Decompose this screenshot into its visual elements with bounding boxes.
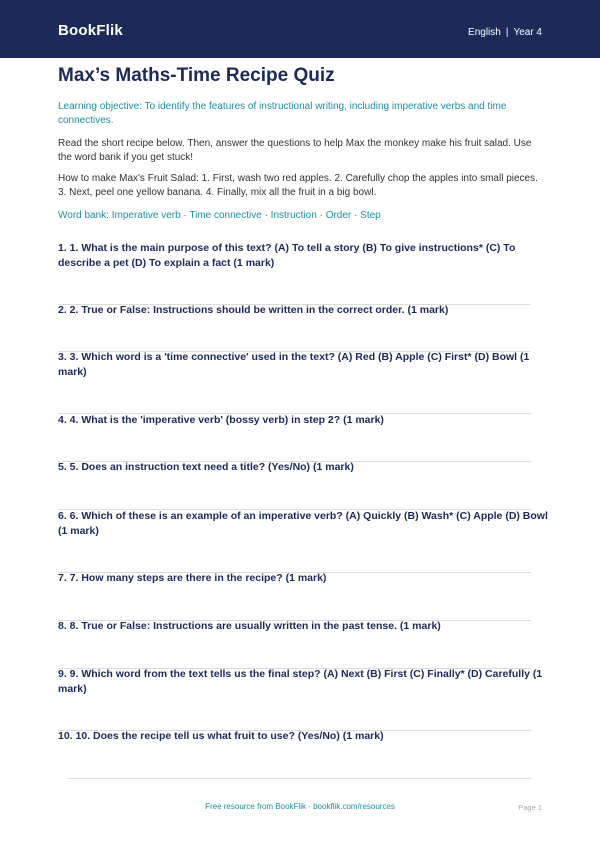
- question-3: 3. 3. Which word is a 'time connective' used in the text? (A) Red (B) Apple (C) First* (D) Bowl (1 mark): [58, 351, 530, 378]
- meta-separator: |: [505, 27, 509, 38]
- intro-text: Read the short recipe below. Then, answer the questions to help Max the monkey make his fruit salad. Use the word bank if you get stuck!: [58, 138, 532, 163]
- question-2: 2. 2. True or False: Instructions should be written in the correct order. (1 mark): [58, 304, 449, 316]
- question-5: 5. 5. Does an instruction text need a title? (Yes/No) (1 mark): [58, 461, 354, 473]
- page-number: Page 1: [518, 803, 542, 812]
- question-4: 4. 4. What is the 'imperative verb' (bossy verb) in step 2? (1 mark): [58, 414, 384, 426]
- page-header: [0, 0, 600, 58]
- year-label: Year 4: [513, 27, 542, 38]
- subject-label: English: [468, 27, 501, 38]
- brand-logo-text: BookFlik: [58, 22, 123, 39]
- question-10: 10. 10. Does the recipe tell us what fruit to use? (Yes/No) (1 mark): [58, 730, 384, 742]
- footer-link-text[interactable]: Free resource from BookFlik · bookflik.com/resources: [205, 802, 395, 811]
- recipe-text: How to make Max's Fruit Salad: 1. First, wash two red apples. 2. Carefully chop the apples into small pieces. 3. Next, peel one yellow banana. 4. Finally, mix all the fruit in a big bowl.: [58, 173, 538, 198]
- header-meta: [468, 27, 542, 38]
- question-6: 6. 6. Which of these is an example of an imperative verb? (A) Quickly (B) Wash* (C) Apple (D) Bowl (1 mark): [58, 510, 548, 537]
- question-1: 1. 1. What is the main purpose of this text? (A) To tell a story (B) To give instructions* (C) To describe a pet (D) To explain a fact (1 mark): [58, 242, 516, 269]
- footer-divider: [68, 778, 531, 779]
- page-title: Max’s Maths-Time Recipe Quiz: [58, 65, 335, 86]
- learning-objective: Learning objective: To identify the features of instructional writing, including imperative verbs and time connectives.: [58, 101, 507, 126]
- question-9: 9. 9. Which word from the text tells us the final step? (A) Next (B) First (C) Finally* (D) Carefully (1 mark): [58, 668, 543, 695]
- word-bank: Word bank: Imperative verb · Time connective · Instruction · Order · Step: [58, 210, 381, 221]
- question-8: 8. 8. True or False: Instructions are usually written in the past tense. (1 mark): [58, 620, 441, 632]
- question-7: 7. 7. How many steps are there in the recipe? (1 mark): [58, 572, 327, 584]
